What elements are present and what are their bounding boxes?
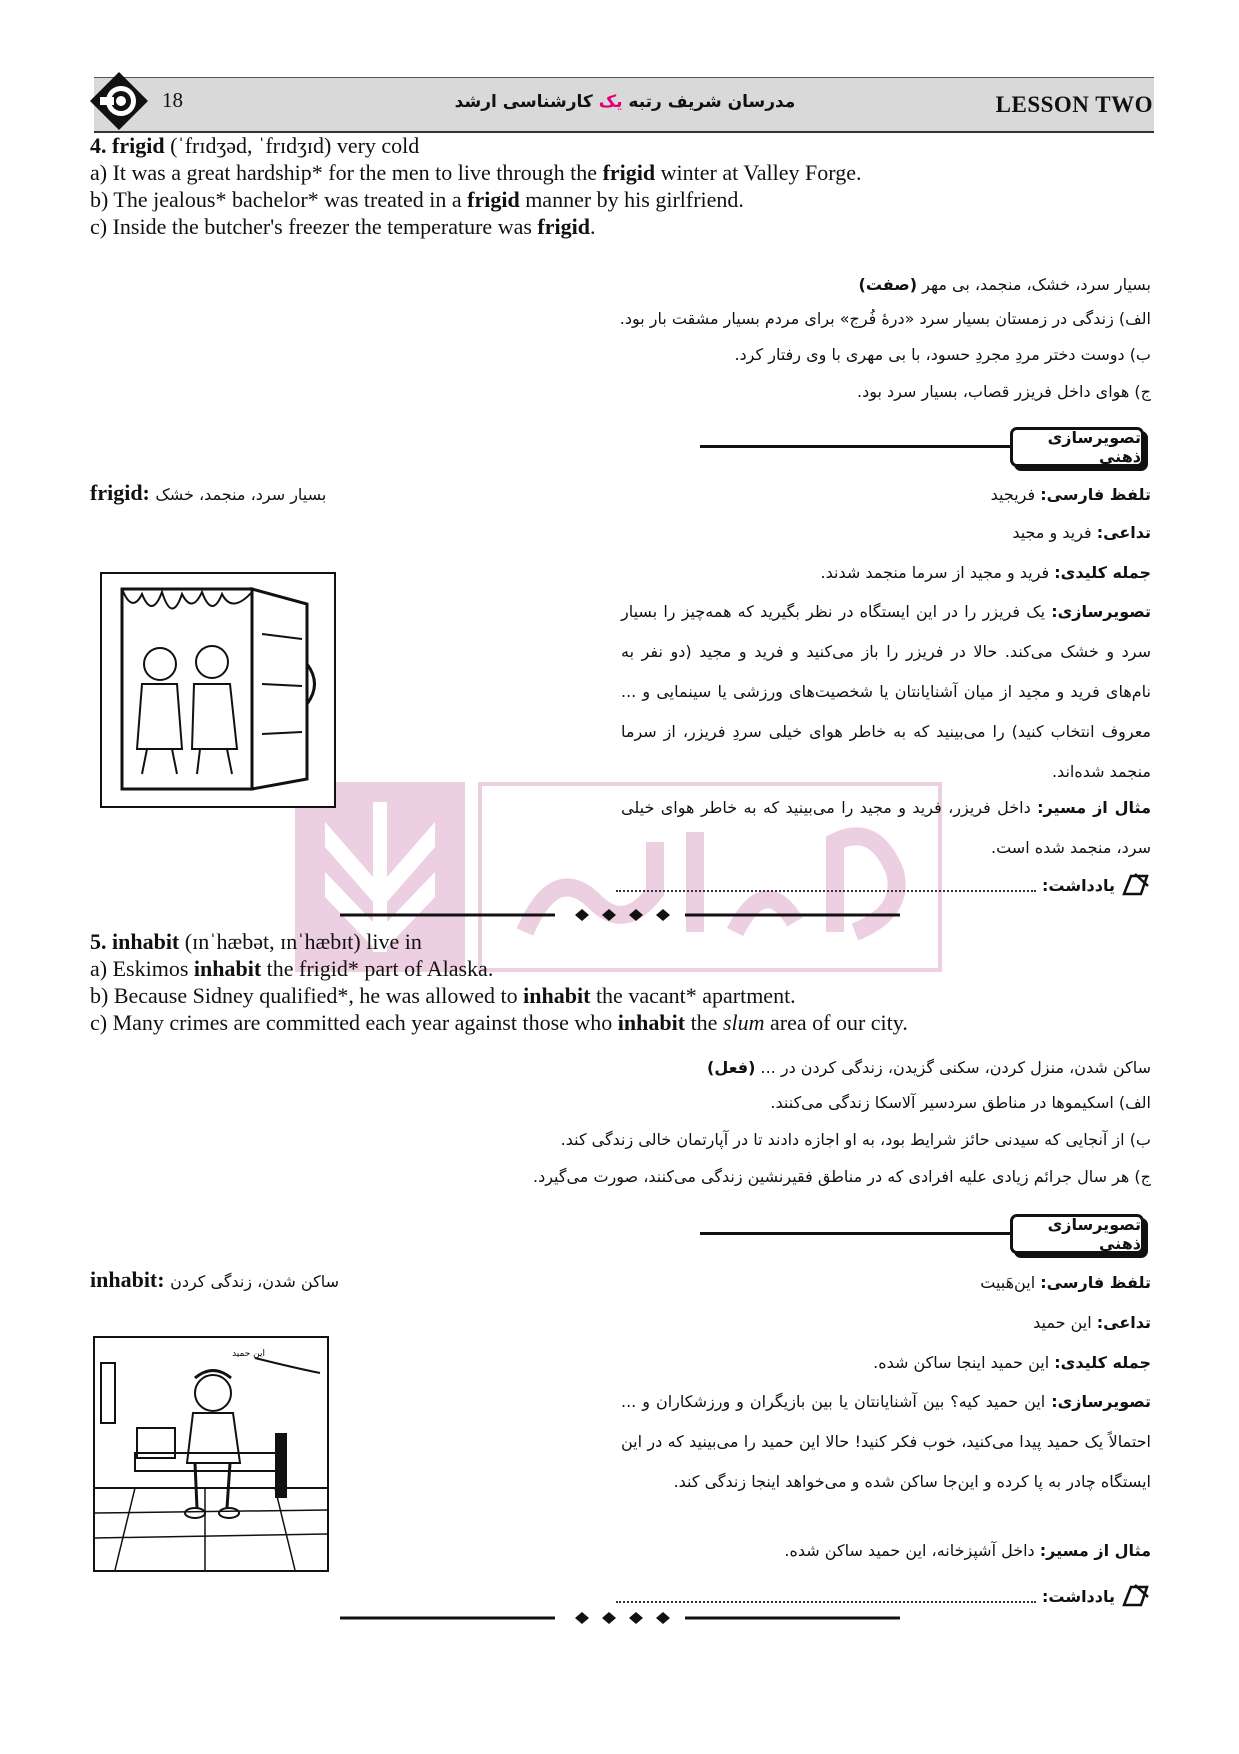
example-sentence: a) Eskimos inhabit the frigid* part of Alaska. bbox=[90, 956, 494, 981]
section-badge: تصویرسازی ذهنی bbox=[1010, 1214, 1144, 1254]
example-sentence: a) It was a great hardship* for the men to live through the frigid winter at Valley Forge. bbox=[90, 160, 862, 185]
example-sentence: c) Many crimes are committed each year against those who inhabit the slum area of our city. bbox=[90, 1010, 908, 1035]
visualization-paragraph: تصویرسازی: این حمید کیه؟ بین آشنایانتان یا بین بازیگران و ورزشکاران و ... احتمالاً یک حمید پیدا می‌کنید، خوب فکر کنید! حالا این حمید را می‌بینید که در این ایستگاه چادر به پا کرده و این‌جا ساکن شده و می‌خواهد اینجا زندگی کند. bbox=[621, 1392, 1151, 1491]
example-sentence: b) Because Sidney qualified*, he was allowed to inhabit the vacant* apartment. bbox=[90, 983, 796, 1008]
persian-example: ج) هوای داخل فریزر قصاب، بسیار سرد بود. bbox=[857, 382, 1151, 401]
header-title: مدرسان شریف رتبه یک کارشناسی ارشد bbox=[454, 92, 796, 112]
association-line: تداعی: این حمید bbox=[1033, 1313, 1151, 1332]
note-line: یادداشت: bbox=[616, 1583, 1151, 1609]
persian-example: ب) از آنجایی که سیدنی حائز شرایط بود، به او اجازه دادند تا در آپارتمان خالی زندگی کند. bbox=[560, 1130, 1151, 1149]
word-heading: 4. frigid (ˈfrɪdʒəd, ˈfrɪdʒɪd) very cold bbox=[90, 133, 420, 158]
persian-meaning: بسیار سرد، خشک، منجمد، بی مهر (صفت) bbox=[858, 275, 1151, 294]
keyword-line: inhabit: ساکن شدن، زندگی کردن bbox=[90, 1267, 339, 1292]
section-separator bbox=[340, 905, 900, 925]
freezer-illustration bbox=[100, 572, 336, 808]
keyword-line: frigid: بسیار سرد، منجمد، خشک bbox=[90, 480, 327, 505]
note-line: یادداشت: bbox=[616, 872, 1151, 898]
persian-example: الف) زندگی در زمستان بسیار سرد «درهٔ فُرج» برای مردم بسیار مشقت بار بود. bbox=[619, 309, 1151, 328]
route-example-line: مثال از مسیر: داخل آشپزخانه، این حمید ساکن شده. bbox=[784, 1541, 1151, 1560]
room-illustration bbox=[93, 1336, 329, 1572]
key-sentence-line: جمله کلیدی: فرید و مجید از سرما منجمد شدند. bbox=[820, 563, 1151, 582]
example-sentence: b) The jealous* bachelor* was treated in a frigid manner by his girlfriend. bbox=[90, 187, 744, 212]
page-number: 18 bbox=[162, 88, 183, 112]
persian-example: ب) دوست دختر مردِ مجردِ حسود، با بی مهری با وی رفتار کرد. bbox=[734, 345, 1151, 364]
pronunciation-line: تلفظ فارسی: فریجید bbox=[990, 485, 1151, 504]
persian-example: الف) اسکیموها در مناطق سردسیر آلاسکا زندگی می‌کنند. bbox=[770, 1093, 1151, 1112]
persian-example: ج) هر سال جرائم زیادی علیه افرادی که در مناطق فقیرنشین زندگی می‌کنند، صورت می‌گیرد. bbox=[532, 1167, 1151, 1186]
picture-caption: این حمید bbox=[232, 1349, 265, 1359]
pencil-note-icon bbox=[1121, 1583, 1151, 1609]
key-sentence-line: جمله کلیدی: این حمید اینجا ساکن شده. bbox=[873, 1353, 1151, 1372]
pronunciation-line: تلفظ فارسی: این‌هَبیت bbox=[980, 1273, 1151, 1292]
route-example-paragraph: مثال از مسیر: داخل فریزر، فرید و مجید را می‌بینید که به خاطر هوای خیلی سرد، منجمد شده است. bbox=[621, 798, 1151, 857]
pencil-note-icon bbox=[1121, 872, 1151, 898]
section-separator bbox=[340, 1608, 900, 1628]
section-rule bbox=[700, 445, 1020, 448]
lesson-title: LESSON TWO bbox=[995, 92, 1153, 117]
section-rule bbox=[700, 1232, 1020, 1235]
section-badge: تصویرسازی ذهنی bbox=[1010, 427, 1144, 467]
association-line: تداعی: فرید و مجید bbox=[1012, 523, 1151, 542]
persian-meaning: ساکن شدن، منزل کردن، سکنی گزیدن، زندگی کردن در ... (فعل) bbox=[707, 1058, 1151, 1077]
example-sentence: c) Inside the butcher's freezer the temperature was frigid. bbox=[90, 214, 596, 239]
publisher-logo-icon bbox=[88, 70, 150, 132]
word-heading: 5. inhabit (ɪnˈhæbət, ɪnˈhæbɪt) live in bbox=[90, 929, 422, 954]
visualization-paragraph: تصویرسازی: یک فریزر را در این ایستگاه در نظر بگیرید که همه‌چیز را بسیار سرد و خشک می‌کند. حالا در فریزر را باز می‌کنید و فرید و مجید (دو نفر به نام‌های فرید و مجید از میان آشنایانتان یا شخصیت‌های ورزشی یا سینمایی و ... معروف انتخاب کنید) را می‌بینید که به خاطر هوای خیلی سردِ فریزر، از سرما منجمد شده‌اند. bbox=[621, 602, 1151, 781]
